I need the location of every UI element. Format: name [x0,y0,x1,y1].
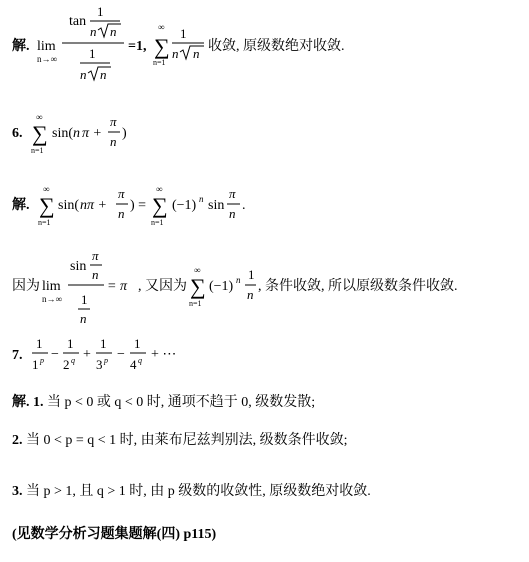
series-tail: + ⋯ [151,347,177,362]
close-equals: ) = [130,198,147,213]
case-2-text: 当 0 < p = q < 1 时, 由莱布尼兹判别法, 级数条件收敛; [26,433,348,448]
minus-sign: − [117,347,125,362]
sum-lower-limit: n=1 [189,299,202,308]
period: . [242,198,246,213]
case-1-text: 当 p < 0 或 q < 0 时, 通项不趋于 0, 级数发散; [47,395,316,410]
term-2-base: 2 [63,357,70,372]
term-3-exponent: p [104,356,108,365]
case-3 [12,480,371,500]
fraction-numerator-one: 1 [248,267,255,282]
fraction-numerator-pi: π [118,186,125,201]
fraction-denominator-n: n [229,206,236,221]
term-2-numerator: 1 [67,336,74,351]
limit-subscript: n→∞ [42,294,62,304]
sum-sign: ∑ [152,193,168,218]
case-3-text: 当 p > 1, 且 q > 1 时, 由 p 级数的收敛性, 原级数绝对收敛. [26,484,371,499]
term-3-base: 3 [96,357,103,372]
because-label: 因为 [12,279,40,294]
npi-plus: nπ + [80,198,107,213]
minus-sign: − [51,347,59,362]
outer-denominator-n: n [80,67,87,82]
problem-number: 6. [12,126,23,141]
solution-5-conclusion: 收敛, 原级数绝对收敛. [208,39,345,54]
fraction-denominator-n: n [92,267,99,282]
limit-operator: lim [37,39,56,54]
minus-one: (−1) [172,198,197,213]
outer-denominator-numerator: 1 [89,46,96,61]
sqrt-symbol [180,46,204,59]
term-denominator-n: n [172,46,179,61]
solution-label: 解. [12,198,30,213]
fraction-denominator-n: n [247,287,254,302]
sqrt-radicand: n [193,46,200,61]
sum-upper-limit: ∞ [158,22,165,32]
sum-upper-limit: ∞ [36,112,43,122]
term-numerator: 1 [180,26,187,41]
limit-subscript: n→∞ [37,54,57,64]
case-1 [12,391,315,411]
pi-plus: π + [82,126,102,141]
fraction-numerator-pi: π [92,248,99,263]
sum-sign: ∑ [39,193,55,218]
term-1-exponent: p [40,356,44,365]
limit-value: = π [107,279,127,294]
sum-sign: ∑ [190,274,206,299]
sum-sign: ∑ [154,34,170,59]
sum-upper-limit: ∞ [43,184,50,194]
limit-value: =1, [128,39,147,54]
case-2-prefix: 2. [12,433,23,448]
problem-number: 7. [12,348,23,363]
solution-label: 解. [12,39,30,54]
case-2 [12,429,348,449]
term-4-base: 4 [130,357,137,372]
term-2-exponent: q [71,356,75,365]
sum-upper-limit: ∞ [156,184,163,194]
reasoning-6-conclusion: , 条件收敛, 所以原级数条件收敛. [258,279,458,294]
term-1-numerator: 1 [36,336,43,351]
also-because: , 又因为 [138,279,187,294]
reference-note: (见数学分析习题集题解(四) p115) [12,527,217,542]
problem-6 [0,110,529,180]
solution-5 [0,0,529,95]
minus-one: (−1) [209,279,234,294]
plus-sign: + [83,347,91,362]
close-paren: ) [122,126,127,141]
fraction-numerator-pi: π [110,114,117,129]
term-1-base: 1 [32,357,39,372]
term-4-exponent: q [138,356,142,365]
sum-lower-limit: n=1 [31,146,44,155]
fraction-denominator-n: n [110,134,117,149]
outer-denominator-one: 1 [81,292,88,307]
term-4-numerator: 1 [134,336,141,351]
problem-7 [0,334,529,382]
exponent-n: n [199,194,204,204]
reasoning-6 [0,248,529,328]
solution-6 [0,182,529,242]
sin-function: sin [208,198,225,213]
sum-lower-limit: n=1 [153,58,166,67]
sum-lower-limit: n=1 [151,218,164,227]
inner-denominator-n: n [90,24,97,39]
sum-upper-limit: ∞ [194,265,201,275]
case-1-prefix: 解. 1. [12,395,44,410]
outer-denominator-n: n [80,311,87,326]
tan-function: tan [69,14,87,29]
case-3-prefix: 3. [12,484,23,499]
sin-function: sin [70,259,87,274]
sum-lower-limit: n=1 [38,218,51,227]
sqrt-radicand: n [110,24,117,39]
fraction-numerator-pi: π [229,186,236,201]
sum-sign: ∑ [32,121,48,146]
exponent-n: n [236,275,241,285]
limit-operator: lim [42,279,61,294]
sqrt-radicand: n [100,67,107,82]
variable-n: n [73,126,80,141]
fraction-denominator-n: n [118,206,125,221]
inner-numerator: 1 [97,4,104,19]
term-3-numerator: 1 [100,336,107,351]
sin-open: sin( [52,126,73,141]
sin-open: sin( [58,198,79,213]
